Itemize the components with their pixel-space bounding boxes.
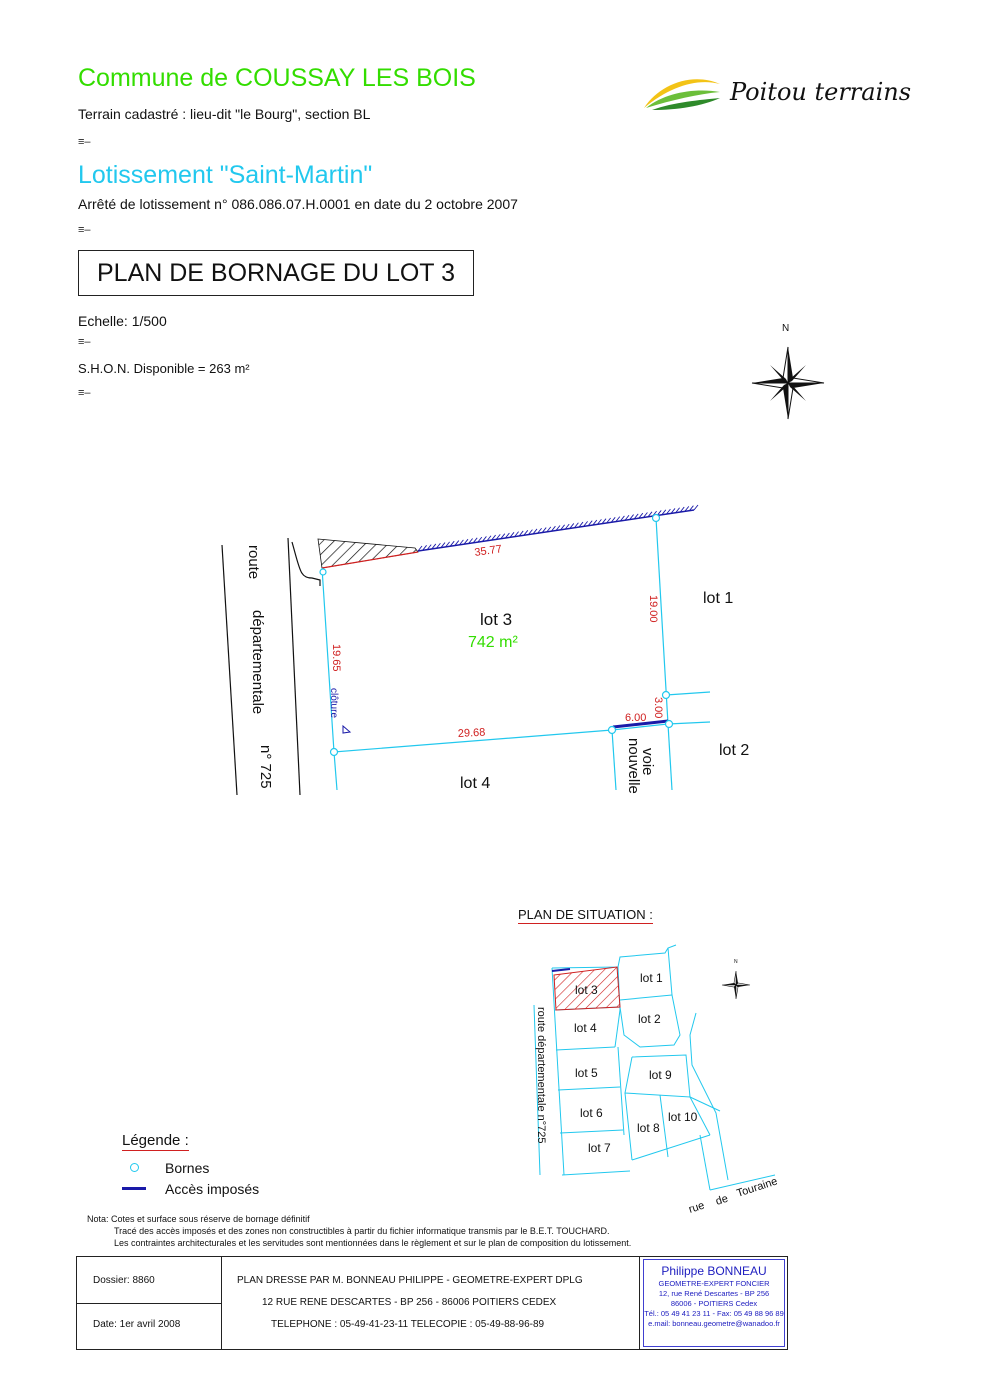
voie-limit-east (668, 724, 672, 790)
author-address: 12 RUE RENE DESCARTES - BP 256 - 86006 POITIERS CEDEX (262, 1297, 557, 1308)
lot5-south (558, 1087, 620, 1090)
legend-acces: Accès imposés (165, 1181, 260, 1197)
street-word-touraine: Touraine (735, 1175, 780, 1200)
voie-label: voie (639, 748, 656, 776)
geometre-city: 86006 - POITIERS Cedex (670, 1299, 758, 1308)
lot1-south (620, 995, 672, 1000)
street-word-de: de (714, 1192, 730, 1208)
borne-icon (653, 515, 660, 522)
situation-lot7: lot 7 (588, 1141, 611, 1155)
situation-lot10: lot 10 (668, 1110, 698, 1124)
geometre-title: GEOMETRE-EXPERT FONCIER (658, 1279, 770, 1288)
nota-block (87, 1213, 631, 1249)
situation-lot1: lot 1 (640, 971, 663, 985)
lot1-limit (666, 692, 710, 695)
lot1-east (668, 948, 672, 995)
situation-title: PLAN DE SITUATION : (518, 907, 653, 922)
lot7-south (562, 1171, 630, 1175)
brand-name: Poitou terrains (730, 78, 912, 106)
north-limit (552, 945, 676, 968)
lots-divider (618, 1047, 624, 1135)
street-edge (690, 1013, 728, 1180)
section-mark: ≡– (78, 136, 91, 148)
title-block (76, 1256, 788, 1350)
borne-icon (609, 727, 616, 734)
section-mark: ≡– (78, 336, 91, 348)
dim-west: 19.65 (330, 644, 342, 672)
dim-east: 19.00 (647, 595, 659, 623)
situation-lot8: lot 8 (637, 1121, 660, 1135)
situation-north-label: N (734, 959, 738, 965)
situation-road-label: route départementale n°725 (535, 1007, 547, 1144)
plan-title-text: PLAN DE BORNAGE DU LOT 3 (97, 258, 455, 287)
dim-access-offset: 3.00 (652, 697, 664, 719)
voie-limit-west (612, 730, 616, 790)
shon-label: S.H.O.N. Disponible = 263 m² (78, 361, 250, 376)
dossier-number: Dossier: 8860 (93, 1275, 155, 1286)
lot4-east (615, 1010, 620, 1047)
neighbor-lot2: lot 2 (719, 742, 750, 759)
non-constructible-zone (318, 539, 418, 568)
plan-author: PLAN DRESSE PAR M. BONNEAU PHILIPPE - GEOMETRE-EXPERT DPLG (237, 1275, 583, 1286)
geometre-address: 12, rue René Descartes - BP 256 (658, 1289, 770, 1298)
cloture-flag-icon (343, 726, 350, 733)
bornage-plan (0, 490, 989, 820)
geometre-email: e.mail: bonneau.geometre@wanadoo.fr (648, 1319, 780, 1328)
borne-icon (130, 1163, 139, 1172)
lot8-south (632, 1135, 710, 1160)
access-line (552, 969, 570, 971)
street-word-rue: rue (687, 1199, 707, 1216)
road-curb (292, 542, 320, 586)
situation-map (520, 935, 790, 1220)
road-label-departementale: départementale (249, 610, 266, 715)
scale-label: Echelle: 1/500 (78, 313, 167, 329)
plan-date: Date: 1er avril 2008 (93, 1319, 181, 1330)
road-label-number: n° 725 (257, 745, 274, 789)
road-edge-east (288, 538, 300, 795)
situation-lot4: lot 4 (574, 1021, 597, 1035)
access-line-icon (122, 1187, 146, 1190)
dim-north: 35.77 (473, 543, 503, 559)
plan-title (78, 250, 474, 296)
section-mark: ≡– (78, 224, 91, 236)
north-label: N (782, 323, 790, 334)
situation-lot2: lot 2 (638, 1012, 661, 1026)
geometre-stamp (643, 1259, 785, 1347)
situation-lot6: lot 6 (580, 1106, 603, 1120)
street-edge (700, 1135, 710, 1190)
situation-compass-icon (722, 971, 750, 999)
dim-south: 29.68 (457, 726, 486, 740)
lot4-west-limit (334, 752, 337, 790)
lot-main-label: lot 3 (480, 610, 513, 629)
legend-bornes: Bornes (165, 1160, 210, 1176)
road-label-route: route (245, 545, 262, 580)
lotissement-title: Lotissement "Saint-Martin" (78, 161, 373, 189)
compass-rose-icon (750, 345, 826, 421)
author-phone: TELEPHONE : 05-49-41-23-11 TELECOPIE : 05-49-88-96-89 (271, 1319, 545, 1330)
borne-icon (666, 721, 673, 728)
lot8-east (660, 1095, 668, 1157)
cloture-label: clôture (328, 688, 339, 719)
nota-line-3: Les contraintes architecturales et les servitudes sont mentionnées dans le règlement et sur le plan de composition du lotissement. (114, 1238, 632, 1248)
legend-title: Légende : (122, 1132, 189, 1149)
situation-lot9: lot 9 (649, 1068, 672, 1082)
section-mark: ≡– (78, 387, 91, 399)
lot-main-area: 742 m² (468, 634, 518, 651)
situation-lot3: lot 3 (575, 983, 598, 997)
cadastre-line: Terrain cadastré : lieu-dit "le Bourg", section BL (78, 106, 371, 122)
dim-access-width: 6.00 (625, 712, 647, 724)
situation-lot5: lot 5 (575, 1066, 598, 1080)
hatch-tick (694, 505, 698, 510)
borne-icon (320, 569, 326, 575)
lot6-south (560, 1130, 623, 1133)
lot2-limit (668, 722, 710, 724)
voie-label-nouvelle: nouvelle (625, 738, 642, 794)
lot4-south (556, 1047, 615, 1050)
geometre-name: Philippe BONNEAU (661, 1264, 767, 1278)
lot10-limit (690, 1097, 720, 1111)
road-edge-west (222, 545, 237, 795)
neighbor-lot1: lot 1 (703, 590, 734, 607)
geometre-phone: Tél.: 05 49 41 23 11 - Fax: 05 49 88 96 89 (644, 1309, 784, 1318)
commune-title: Commune de COUSSAY LES BOIS (78, 64, 476, 92)
nota-line-1: Nota: Cotes et surface sous réserve de bornage définitif (87, 1214, 310, 1224)
poitou-logo-icon (640, 66, 726, 114)
nota-line-2: Tracé des accès imposés et des zones non constructibles à partir du fichier informatique transmis par le B.E.T. TOUCHARD. (114, 1226, 610, 1236)
lot8-west (625, 1093, 632, 1160)
neighbor-lot4: lot 4 (460, 775, 491, 792)
borne-icon (331, 749, 338, 756)
arrete-line: Arrêté de lotissement n° 086.086.07.H.0001 en date du 2 octobre 2007 (78, 196, 518, 212)
